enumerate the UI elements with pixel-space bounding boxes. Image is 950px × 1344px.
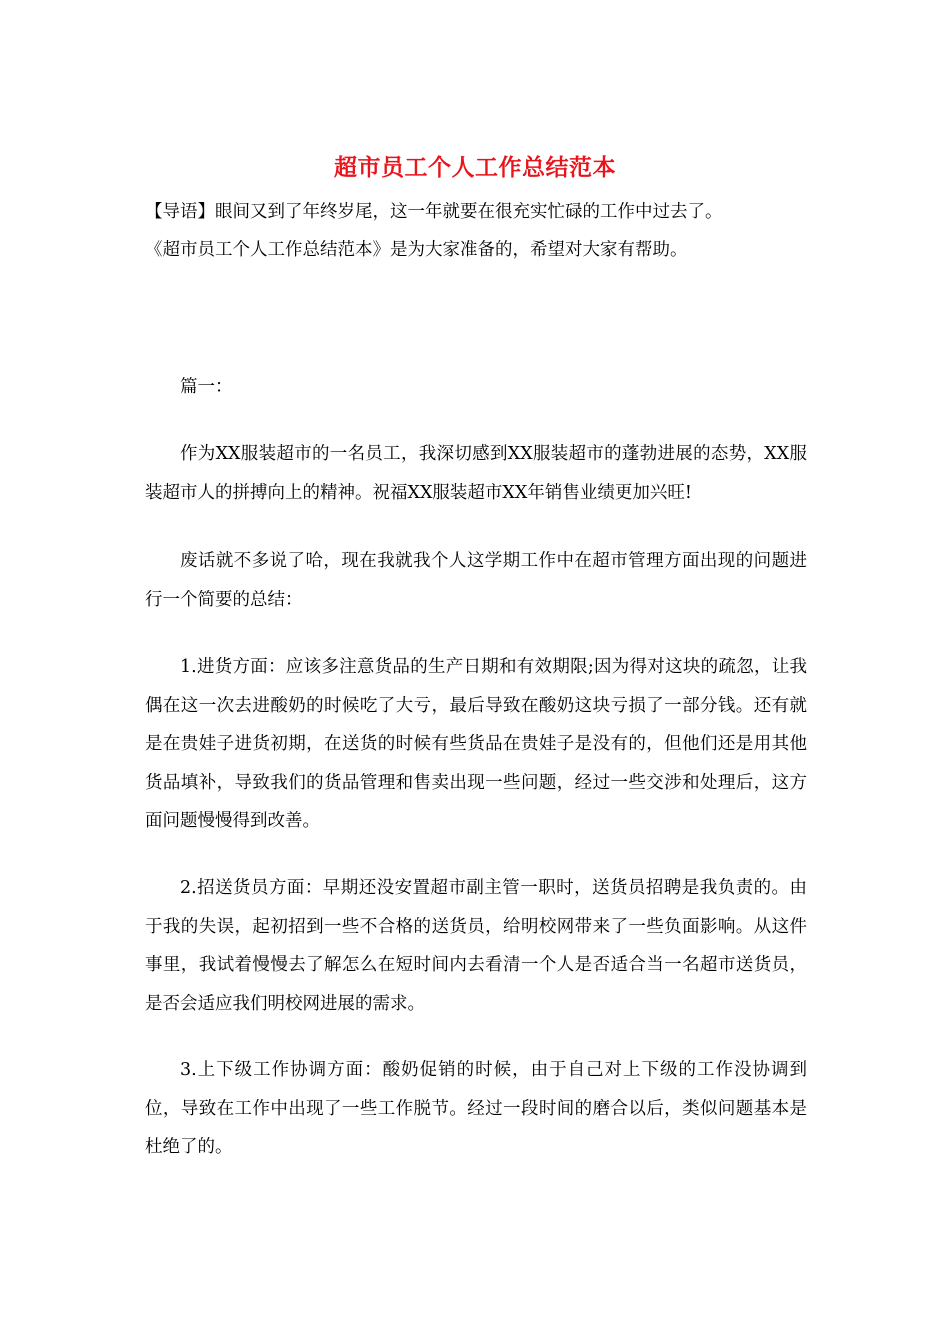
paragraph: 废话就不多说了哈，现在我就我个人这学期工作中在超市管理方面出现的问题进行一个简要的总结： [145,551,807,610]
paragraph: 作为XX服装超市的一名员工，我深切感到XX服装超市的蓬勃进展的态势，XX服装超市人的拼搏向上的精神。祝福XX服装超市XX年销售业绩更加兴旺! [145,444,807,503]
intro-line-2: 《超市员工个人工作总结范本》是为大家准备的，希望对大家有帮助。 [145,240,688,260]
paragraph-block [145,435,807,512]
section-heading: 篇一： [180,377,233,397]
paragraph-block [145,542,807,619]
intro-line-1: 【导语】眼间又到了年终岁尾，这一年就要在很充实忙碌的工作中过去了。 [145,202,723,222]
paragraph-block [145,1051,807,1167]
paragraph: 1.进货方面：应该多注意货品的生产日期和有效期限;因为得对这块的疏忽，让我偶在这一次去进酸奶的时候吃了大亏，最后导致在酸奶这块亏损了一部分钱。还有就是在贵娃子进货初期，在送货的时候有些货品在贵娃子是没有的，但他们还是用其他货品填补，导致我们的货品管理和售卖出现一些问题，经过一些交涉和处理后，这方面问题慢慢得到改善。 [145,657,807,831]
section-heading-block [145,368,807,407]
paragraph: 3.上下级工作协调方面：酸奶促销的时候，由于自己对上下级的工作没协调到位，导致在工作中出现了一些工作脱节。经过一段时间的磨合以后，类似问题基本是杜绝了的。 [145,1060,807,1157]
paragraph: 2.招送货员方面：早期还没安置超市副主管一职时，送货员招聘是我负责的。由于我的失误，起初招到一些不合格的送货员，给明校网带来了一些负面影响。从这件事里，我试着慢慢去了解怎么在短时间内去看清一个人是否适合当一名超市送货员，是否会适应我们明校网进展的需求。 [145,878,807,1014]
paragraph-block [145,648,807,841]
intro-block [145,193,815,269]
document-title: 超市员工个人工作总结范本 [334,154,616,181]
paragraph-block [145,869,807,1023]
